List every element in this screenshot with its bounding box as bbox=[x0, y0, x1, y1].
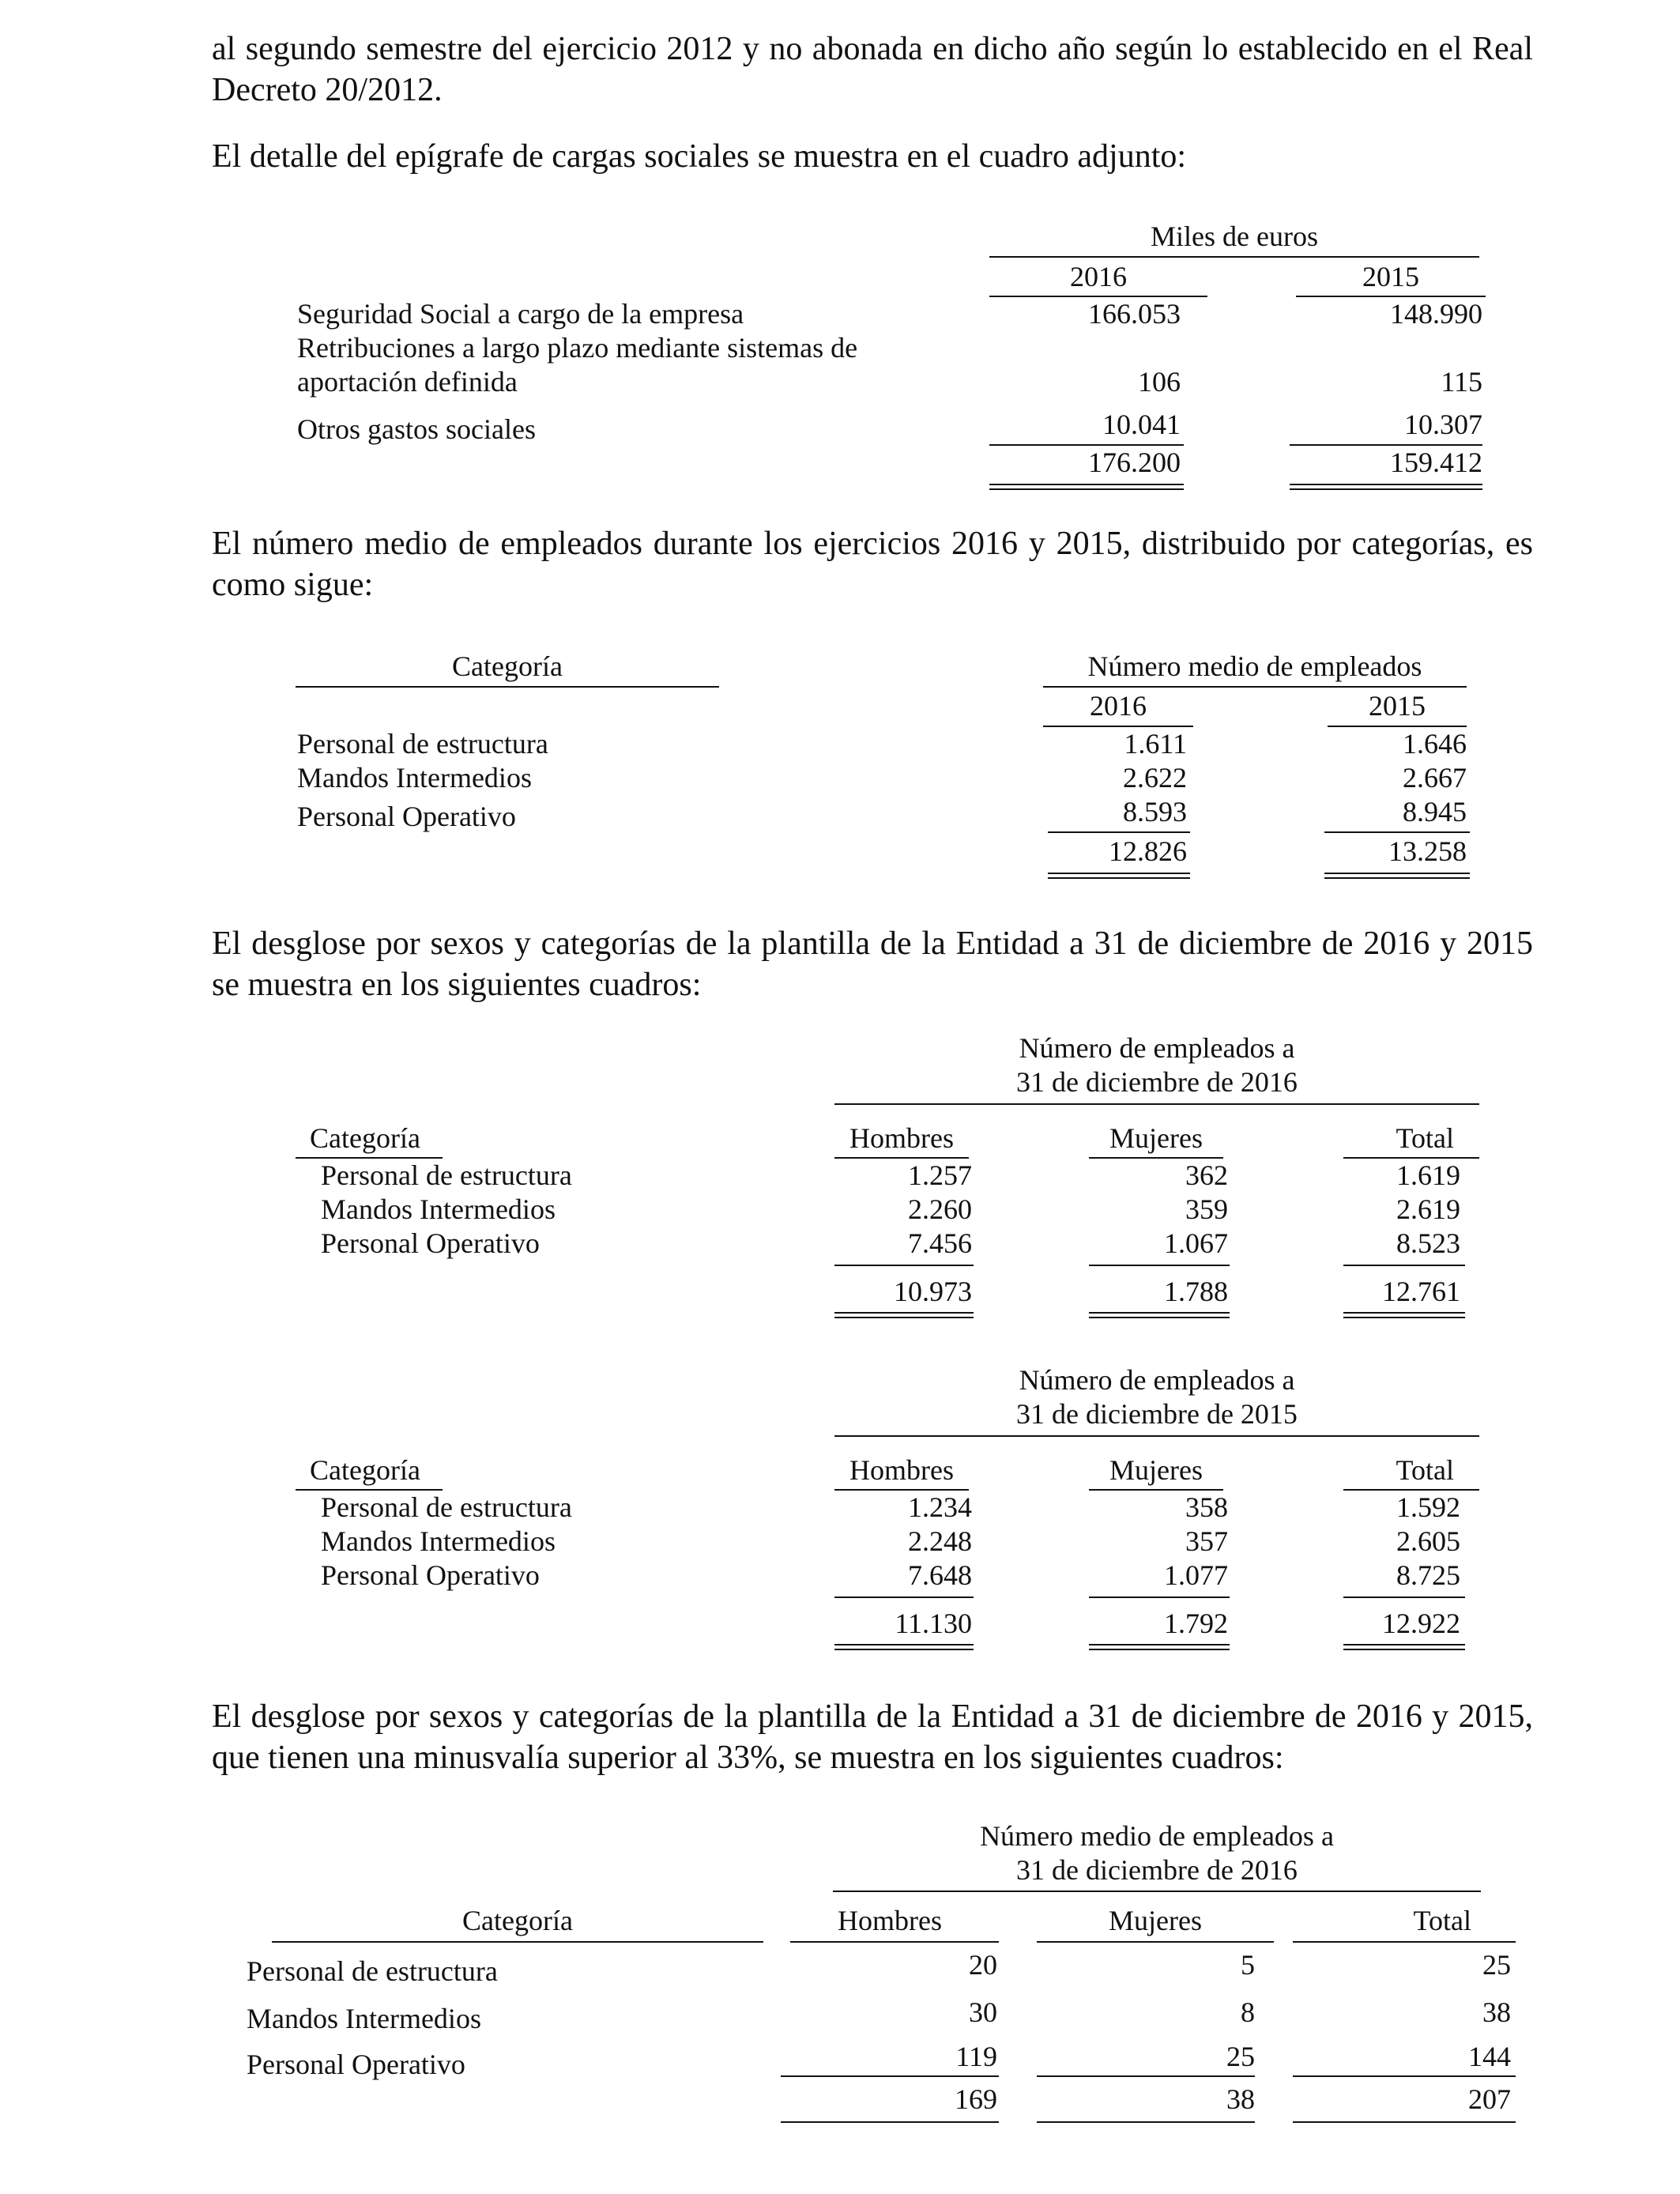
total-total: 12.922 bbox=[1382, 1608, 1460, 1639]
group-header: Número medio de empleados bbox=[1087, 650, 1422, 682]
value-2016: 8.593 bbox=[1123, 796, 1187, 827]
value-total: 38 bbox=[1482, 1996, 1511, 2028]
col-header-total: Total bbox=[1396, 1122, 1454, 1154]
row-label: Personal de estructura bbox=[321, 1159, 572, 1191]
total-hombres: 10.973 bbox=[894, 1276, 972, 1307]
rule bbox=[1328, 726, 1467, 727]
total-2016: 176.200 bbox=[1088, 447, 1181, 478]
double-rule bbox=[834, 1312, 974, 1318]
rule bbox=[1343, 1157, 1479, 1159]
rule bbox=[833, 1891, 1481, 1892]
value-total: 8.725 bbox=[1396, 1559, 1460, 1591]
rule bbox=[790, 1941, 999, 1943]
value-hombres: 7.648 bbox=[908, 1559, 972, 1591]
value-hombres: 2.248 bbox=[908, 1525, 972, 1557]
value-mujeres: 5 bbox=[1241, 1949, 1255, 1981]
total-total: 207 bbox=[1468, 2083, 1511, 2115]
value-total: 2.605 bbox=[1396, 1525, 1460, 1557]
row-label: Retribuciones a largo plazo mediante sistemas de bbox=[297, 332, 858, 364]
rule bbox=[834, 1489, 969, 1491]
value-2015: 1.646 bbox=[1403, 728, 1467, 760]
double-rule bbox=[1324, 873, 1470, 879]
empleados-paragraph: El número medio de empleados durante los ejercicios 2016 y 2015, distribuido por categorías, es como sigue: bbox=[212, 526, 1533, 603]
value-2016: 1.611 bbox=[1124, 728, 1187, 760]
rule bbox=[781, 2075, 999, 2077]
minusvalia-paragraph: El desglose por sexos y categorías de la plantilla de la Entidad a 31 de diciembre de 2016 y 2015, que tienen una minusvalía superior al 33%, se muestra en los siguientes cuadros: bbox=[212, 1698, 1533, 1776]
value-hombres: 2.260 bbox=[908, 1193, 972, 1225]
double-rule bbox=[1343, 1644, 1465, 1650]
double-rule bbox=[1089, 1312, 1230, 1318]
group-header-line1: Número medio de empleados a bbox=[980, 1820, 1334, 1852]
total-mujeres: 1.788 bbox=[1164, 1276, 1228, 1307]
total-2015: 159.412 bbox=[1390, 447, 1482, 478]
value-2015: 115 bbox=[1441, 366, 1482, 398]
value-2015: 148.990 bbox=[1390, 298, 1482, 330]
value-mujeres: 8 bbox=[1241, 1996, 1255, 2028]
row-label: Personal Operativo bbox=[247, 2049, 465, 2080]
value-hombres: 30 bbox=[969, 1996, 997, 2028]
value-total: 25 bbox=[1482, 1949, 1511, 1981]
rule bbox=[1089, 1596, 1230, 1598]
row-label: Personal Operativo bbox=[321, 1227, 540, 1259]
rule bbox=[1293, 2121, 1516, 2123]
rule bbox=[1089, 1157, 1223, 1159]
rule bbox=[989, 444, 1184, 446]
double-rule bbox=[989, 484, 1184, 490]
sexos-paragraph: El desglose por sexos y categorías de la plantilla de la Entidad a 31 de diciembre de 2016 y 2015 se muestra en los siguientes cuadros: bbox=[212, 925, 1533, 1003]
rule bbox=[1296, 296, 1486, 297]
col-header-mujeres: Mujeres bbox=[1109, 1454, 1203, 1486]
category-header: Categoría bbox=[310, 1122, 420, 1154]
value-hombres: 1.234 bbox=[908, 1491, 972, 1523]
total-hombres: 169 bbox=[955, 2083, 997, 2115]
rule bbox=[1043, 726, 1193, 727]
rule bbox=[1343, 1265, 1465, 1266]
col-header-mujeres: Mujeres bbox=[1109, 1122, 1203, 1154]
value-mujeres: 362 bbox=[1185, 1159, 1228, 1191]
value-mujeres: 25 bbox=[1226, 2041, 1255, 2072]
rule bbox=[1293, 1941, 1516, 1943]
group-header-line2: 31 de diciembre de 2016 bbox=[1016, 1066, 1298, 1098]
rule bbox=[1290, 444, 1482, 446]
rule bbox=[296, 1489, 443, 1491]
rule bbox=[1043, 686, 1467, 688]
value-hombres: 20 bbox=[969, 1949, 997, 1981]
group-header-line2: 31 de diciembre de 2015 bbox=[1016, 1398, 1298, 1430]
rule bbox=[834, 1157, 969, 1159]
row-label: Personal Operativo bbox=[297, 801, 516, 832]
rule bbox=[1089, 1489, 1223, 1491]
rule bbox=[1343, 1596, 1465, 1598]
row-label: aportación definida bbox=[297, 366, 518, 398]
rule bbox=[834, 1103, 1479, 1105]
double-rule bbox=[1290, 484, 1482, 490]
rule bbox=[296, 1157, 443, 1159]
value-total: 144 bbox=[1468, 2041, 1511, 2072]
rule bbox=[1037, 2121, 1255, 2123]
rule bbox=[834, 1596, 974, 1598]
row-label: Otros gastos sociales bbox=[297, 413, 536, 445]
value-hombres: 119 bbox=[955, 2041, 997, 2072]
total-2015: 13.258 bbox=[1388, 835, 1467, 867]
group-header-line1: Número de empleados a bbox=[1019, 1032, 1295, 1064]
year-header-2015: 2015 bbox=[1369, 690, 1426, 722]
group-header-line2: 31 de diciembre de 2016 bbox=[1016, 1854, 1298, 1886]
value-2016: 10.041 bbox=[1102, 409, 1181, 440]
row-label: Mandos Intermedios bbox=[321, 1525, 556, 1557]
rule bbox=[1293, 2075, 1516, 2077]
value-total: 8.523 bbox=[1396, 1227, 1460, 1259]
row-label: Personal Operativo bbox=[321, 1559, 540, 1591]
rule bbox=[296, 686, 719, 688]
intro-paragraph: al segundo semestre del ejercicio 2012 y no abonada en dicho año según lo establecido en el Real Decreto 20/2012. bbox=[212, 31, 1533, 108]
rule bbox=[1343, 1489, 1479, 1491]
value-total: 1.619 bbox=[1396, 1159, 1460, 1191]
total-mujeres: 38 bbox=[1226, 2083, 1255, 2115]
rule bbox=[1037, 1941, 1274, 1943]
value-2015: 10.307 bbox=[1404, 409, 1482, 440]
rule bbox=[1048, 831, 1190, 833]
total-hombres: 11.130 bbox=[895, 1608, 972, 1639]
rule bbox=[1324, 831, 1470, 833]
value-2015: 2.667 bbox=[1403, 762, 1467, 794]
year-header-2015: 2015 bbox=[1362, 261, 1419, 292]
rule bbox=[272, 1941, 763, 1943]
unit-header: Miles de euros bbox=[1151, 221, 1318, 252]
row-label: Personal de estructura bbox=[321, 1491, 572, 1523]
value-total: 1.592 bbox=[1396, 1491, 1460, 1523]
col-header-total: Total bbox=[1413, 1905, 1471, 1936]
value-mujeres: 1.067 bbox=[1164, 1227, 1228, 1259]
double-rule bbox=[834, 1644, 974, 1650]
col-header-hombres: Hombres bbox=[849, 1122, 954, 1154]
year-header-2016: 2016 bbox=[1070, 261, 1127, 292]
value-mujeres: 357 bbox=[1185, 1525, 1228, 1557]
category-header: Categoría bbox=[452, 650, 563, 682]
year-header-2016: 2016 bbox=[1090, 690, 1147, 722]
row-label: Personal de estructura bbox=[297, 728, 548, 760]
value-2015: 8.945 bbox=[1403, 796, 1467, 827]
group-header-line1: Número de empleados a bbox=[1019, 1364, 1295, 1396]
category-header: Categoría bbox=[462, 1905, 573, 1936]
double-rule bbox=[1343, 1312, 1465, 1318]
col-header-mujeres: Mujeres bbox=[1109, 1905, 1202, 1936]
double-rule bbox=[1089, 1644, 1230, 1650]
total-total: 12.761 bbox=[1382, 1276, 1460, 1307]
col-header-hombres: Hombres bbox=[838, 1905, 942, 1936]
col-header-hombres: Hombres bbox=[849, 1454, 954, 1486]
rule bbox=[989, 296, 1207, 297]
value-2016: 106 bbox=[1138, 366, 1181, 398]
value-mujeres: 359 bbox=[1185, 1193, 1228, 1225]
row-label: Personal de estructura bbox=[247, 1955, 498, 1987]
rule bbox=[834, 1265, 974, 1266]
row-label: Mandos Intermedios bbox=[321, 1193, 556, 1225]
double-rule bbox=[1048, 873, 1190, 879]
row-label: Mandos Intermedios bbox=[297, 762, 532, 794]
value-mujeres: 1.077 bbox=[1164, 1559, 1228, 1591]
value-total: 2.619 bbox=[1396, 1193, 1460, 1225]
rule bbox=[781, 2121, 999, 2123]
total-mujeres: 1.792 bbox=[1164, 1608, 1228, 1639]
rule bbox=[834, 1435, 1479, 1437]
value-hombres: 1.257 bbox=[908, 1159, 972, 1191]
value-mujeres: 358 bbox=[1185, 1491, 1228, 1523]
value-2016: 2.622 bbox=[1123, 762, 1187, 794]
value-2016: 166.053 bbox=[1088, 298, 1181, 330]
row-label: Mandos Intermedios bbox=[247, 2003, 481, 2034]
rule bbox=[1089, 1265, 1230, 1266]
value-hombres: 7.456 bbox=[908, 1227, 972, 1259]
category-header: Categoría bbox=[310, 1454, 420, 1486]
row-label: Seguridad Social a cargo de la empresa bbox=[297, 298, 744, 330]
rule bbox=[1037, 2075, 1255, 2077]
rule bbox=[989, 256, 1479, 258]
col-header-total: Total bbox=[1396, 1454, 1454, 1486]
total-2016: 12.826 bbox=[1109, 835, 1187, 867]
cargas-paragraph: El detalle del epígrafe de cargas sociales se muestra en el cuadro adjunto: bbox=[212, 138, 1187, 175]
